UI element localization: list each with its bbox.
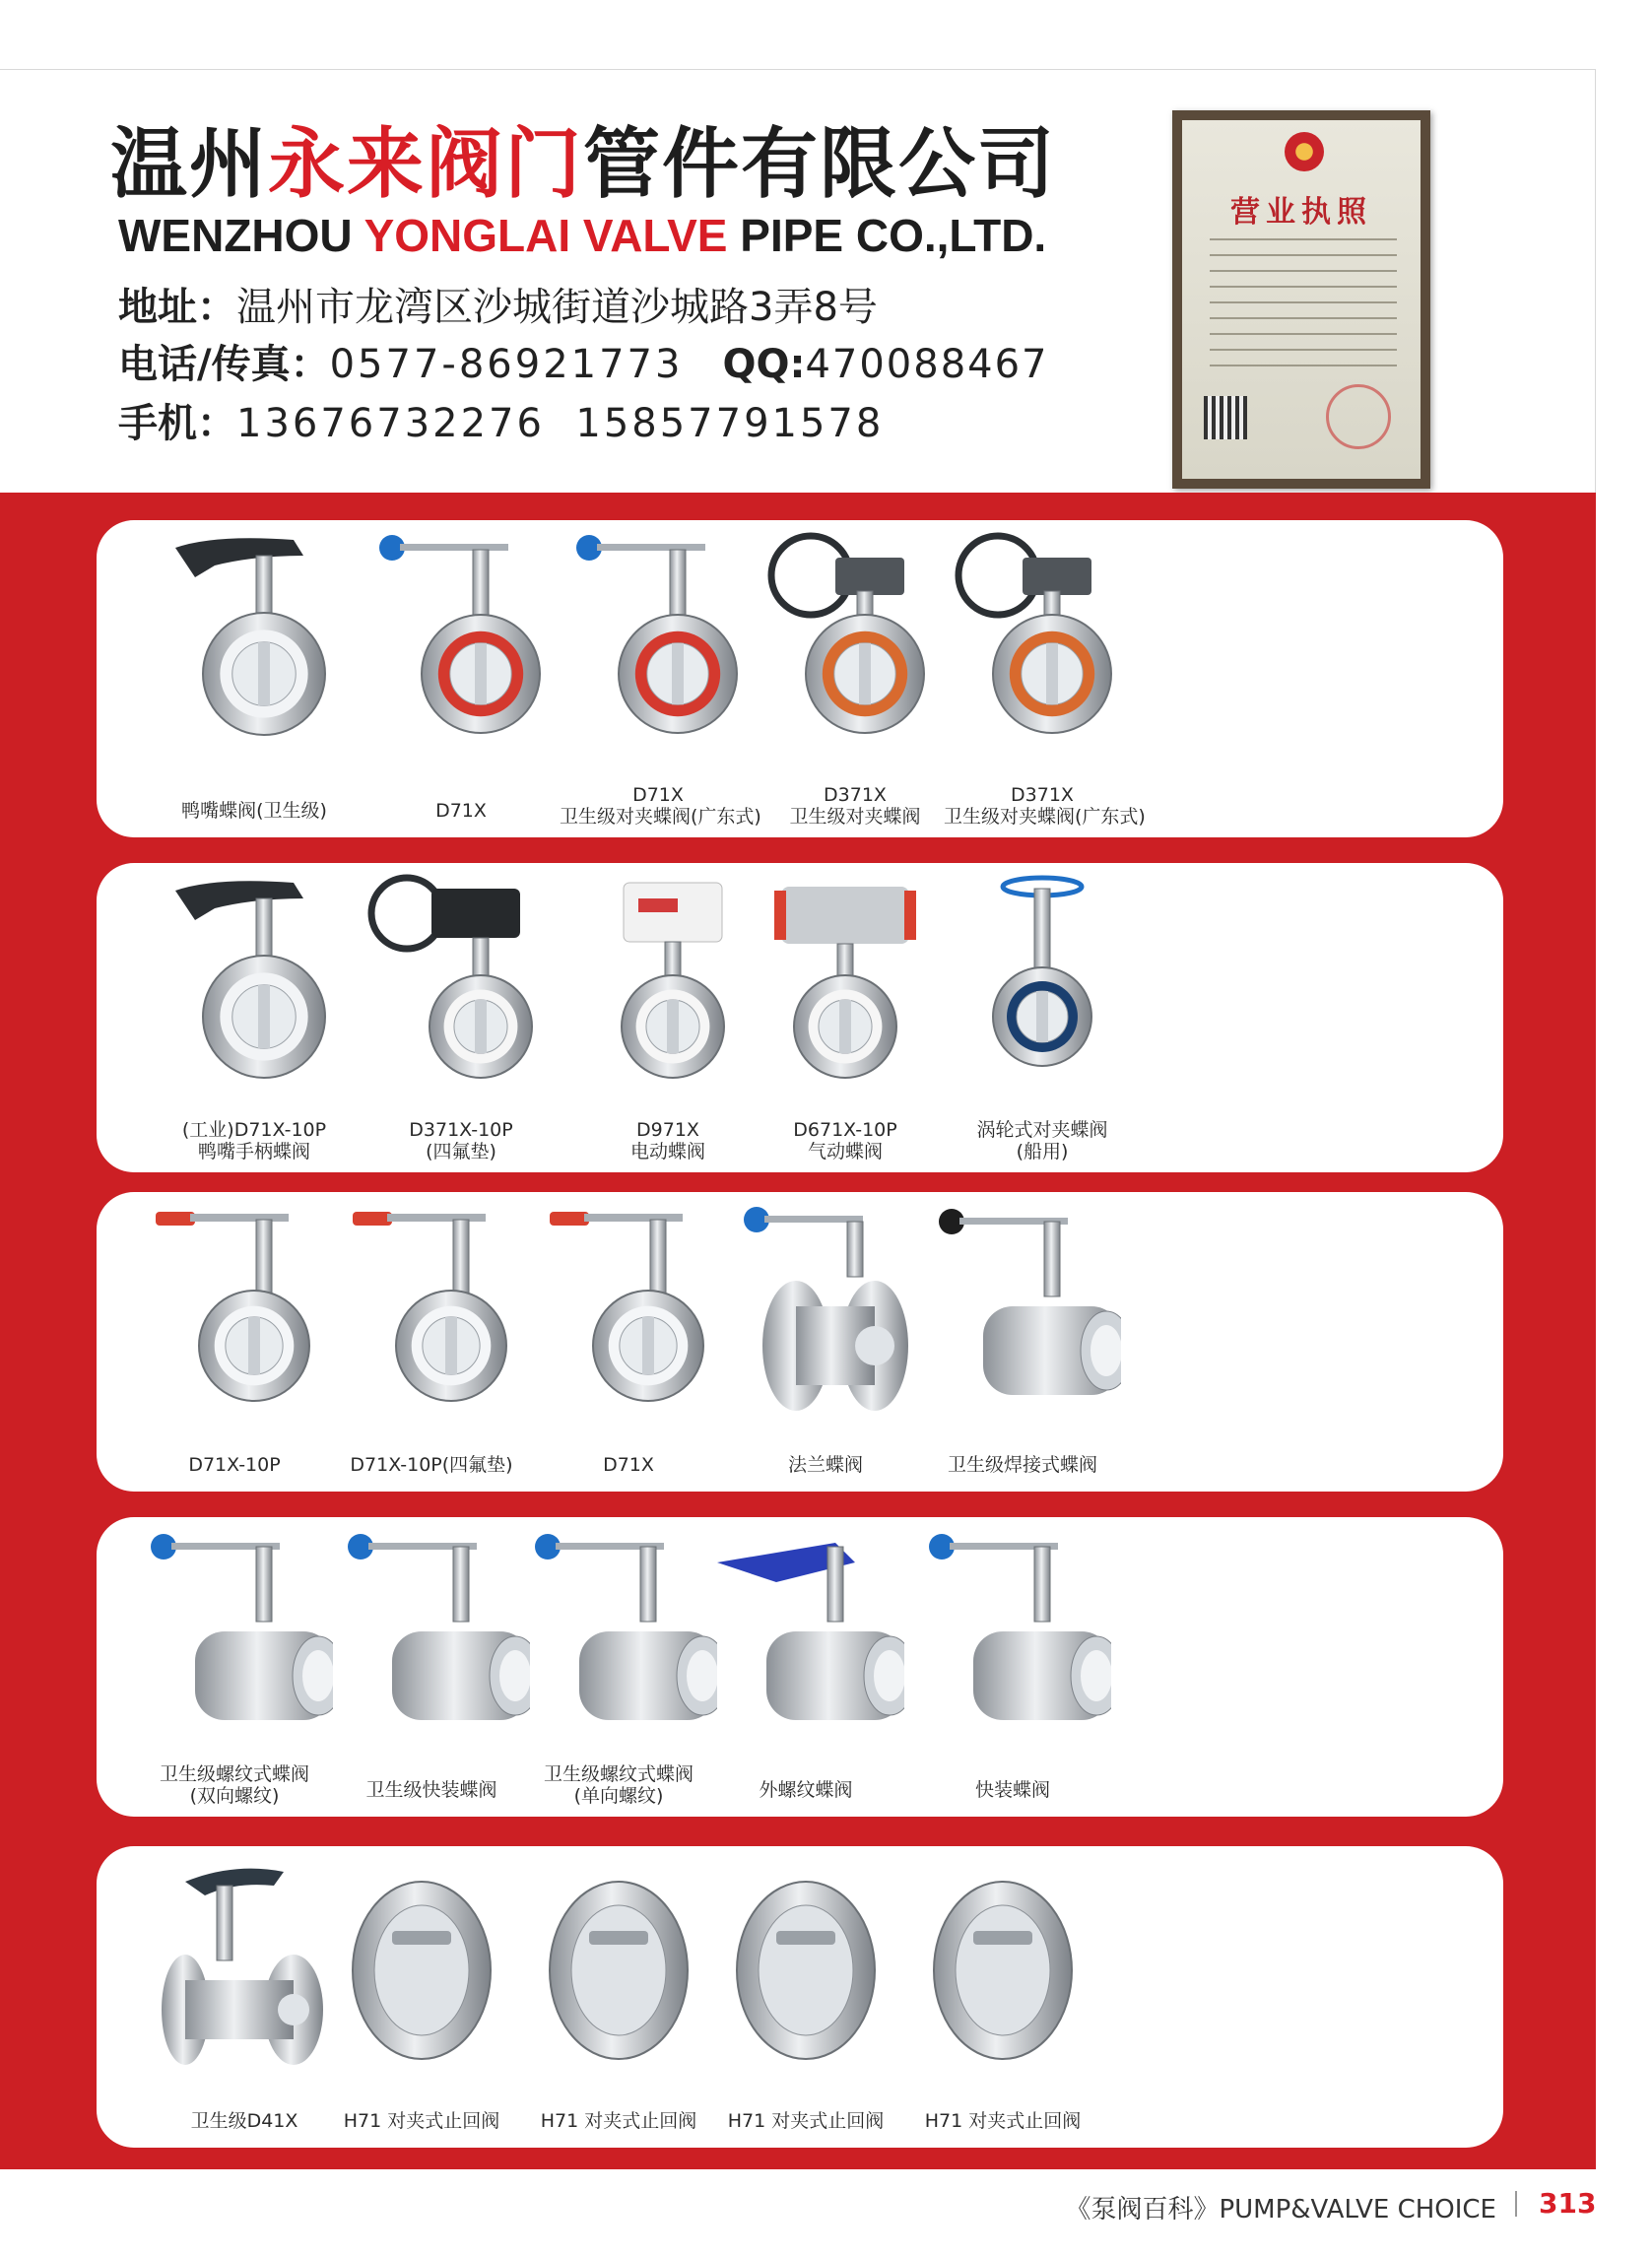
product-item (156, 520, 353, 837)
product-caption-line: D371X (1011, 784, 1074, 806)
product-caption (924, 1454, 1121, 1476)
product-caption-line: (单向螺纹) (573, 1785, 664, 1807)
emblem-icon (1285, 132, 1324, 171)
product-item (904, 1846, 1101, 2148)
product-caption-line: 快装蝶阀 (974, 1779, 1050, 1801)
product-panel-row-4 (97, 1517, 1503, 1817)
product-caption-line: D71X (632, 784, 684, 806)
product-caption-line: 法兰蝶阀 (787, 1454, 863, 1476)
company-name-cn: 温州永来阀门管件有限公司 (110, 120, 1057, 209)
product-caption-line: D971X (636, 1119, 699, 1141)
product-caption-line: 卫生级对夹蝶阀(广东式) (944, 806, 1146, 828)
product-caption (727, 1454, 924, 1476)
footer-divider (1515, 2191, 1517, 2217)
product-item (530, 1192, 727, 1492)
product-caption (333, 1454, 530, 1476)
product-caption (136, 1763, 333, 1807)
product-caption-line: D371X (824, 784, 887, 806)
product-caption-line: H71 对夹式止回阀 (727, 2110, 885, 2132)
product-caption-line: D71X (435, 800, 487, 822)
product-caption-line: 气动蝶阀 (807, 1141, 883, 1162)
product-caption-line: (双向螺纹) (189, 1785, 280, 1807)
product-caption-line: 鸭嘴手柄蝶阀 (197, 1141, 310, 1162)
product-item (136, 1192, 333, 1492)
product-caption (323, 2110, 520, 2132)
product-caption-line: 鸭嘴蝶阀(卫生级) (181, 800, 327, 822)
product-caption-line: (四氟垫) (426, 1141, 496, 1162)
product-item (363, 520, 560, 837)
product-item (707, 1517, 904, 1817)
product-item (136, 1517, 333, 1817)
product-caption-line: D71X-10P(四氟垫) (350, 1454, 513, 1476)
seal-icon (1326, 384, 1391, 449)
business-license-image (1172, 110, 1430, 489)
page-number: 313 (1539, 2187, 1597, 2220)
product-item (727, 1192, 924, 1492)
product-caption (944, 784, 1146, 828)
product-caption-line: D71X (603, 1454, 654, 1476)
product-caption-line: D71X-10P (188, 1454, 281, 1476)
product-caption-line: 电动蝶阀 (629, 1141, 705, 1162)
product-caption (156, 800, 353, 822)
product-caption-line: H71 对夹式止回阀 (540, 2110, 697, 2132)
product-caption-line: 外螺纹蝶阀 (759, 1779, 853, 1801)
product-caption (530, 1454, 727, 1476)
product-item (560, 520, 761, 837)
product-caption (520, 1763, 717, 1807)
product-caption-line: (船用) (1016, 1141, 1069, 1162)
product-item (333, 1517, 530, 1817)
product-item (944, 520, 1146, 837)
product-item (363, 863, 560, 1172)
product-caption-line: 卫生级对夹蝶阀(广东式) (560, 806, 761, 828)
product-caption-line: 卫生级螺纹式蝶阀 (543, 1763, 694, 1785)
product-caption (520, 2110, 717, 2132)
product-caption (904, 2110, 1101, 2132)
license-title: 营业执照 (1230, 195, 1372, 230)
product-item (747, 863, 944, 1172)
product-caption (146, 2110, 343, 2132)
product-caption-line: 卫生级D41X (190, 2110, 298, 2132)
product-caption (569, 1119, 766, 1162)
product-caption-line: 卫生级快装蝶阀 (365, 1779, 497, 1801)
product-caption (747, 1119, 944, 1162)
product-caption (944, 1119, 1141, 1162)
product-caption (363, 1119, 560, 1162)
footer-text: 《泵阀百科》PUMP&VALVE CHOICE (1065, 2195, 1496, 2224)
product-item (333, 1192, 530, 1492)
product-item (707, 1846, 904, 2148)
product-caption-line: 涡轮式对夹蝶阀 (976, 1119, 1108, 1141)
product-item (146, 1846, 343, 2148)
product-item (520, 1517, 717, 1817)
product-caption (333, 1779, 530, 1801)
product-item (914, 1517, 1111, 1817)
product-panel-row-3 (97, 1192, 1503, 1492)
product-caption (914, 1779, 1111, 1801)
product-caption-line: D371X-10P (409, 1119, 513, 1141)
product-caption-line: 卫生级焊接式蝶阀 (947, 1454, 1097, 1476)
product-caption (707, 1779, 904, 1801)
product-caption (363, 800, 560, 822)
product-caption (560, 784, 761, 828)
product-item (520, 1846, 717, 2148)
product-item (156, 863, 353, 1172)
company-name-en: WENZHOU YONGLAI VALVE PIPE CO.,LTD. (118, 210, 1047, 261)
product-panel-row-2 (97, 863, 1503, 1172)
product-item (924, 1192, 1121, 1492)
mobile-line: 手机：13676732276 15857791578 (118, 401, 885, 446)
product-caption (707, 2110, 904, 2132)
product-item (757, 520, 954, 837)
product-caption-line: 卫生级对夹蝶阀 (789, 806, 921, 828)
qr-code-icon (1204, 396, 1247, 439)
product-caption (757, 784, 954, 828)
product-caption-line: D671X-10P (793, 1119, 897, 1141)
product-item (323, 1846, 520, 2148)
product-item (944, 863, 1141, 1172)
product-caption-line: H71 对夹式止回阀 (924, 2110, 1082, 2132)
product-caption-line: 卫生级螺纹式蝶阀 (159, 1763, 309, 1785)
product-panel-row-1 (97, 520, 1503, 837)
product-item (569, 863, 766, 1172)
product-caption-line: (工业)D71X-10P (181, 1119, 327, 1141)
product-caption-line: H71 对夹式止回阀 (343, 2110, 500, 2132)
address-line: 地址：温州市龙湾区沙城街道沙城路3弄8号 (118, 285, 878, 330)
product-panel-row-5 (97, 1846, 1503, 2148)
product-caption (156, 1119, 353, 1162)
product-caption (136, 1454, 333, 1476)
phone-line: 电话/传真：0577-86921773 QQ:470088467 (118, 342, 1049, 387)
